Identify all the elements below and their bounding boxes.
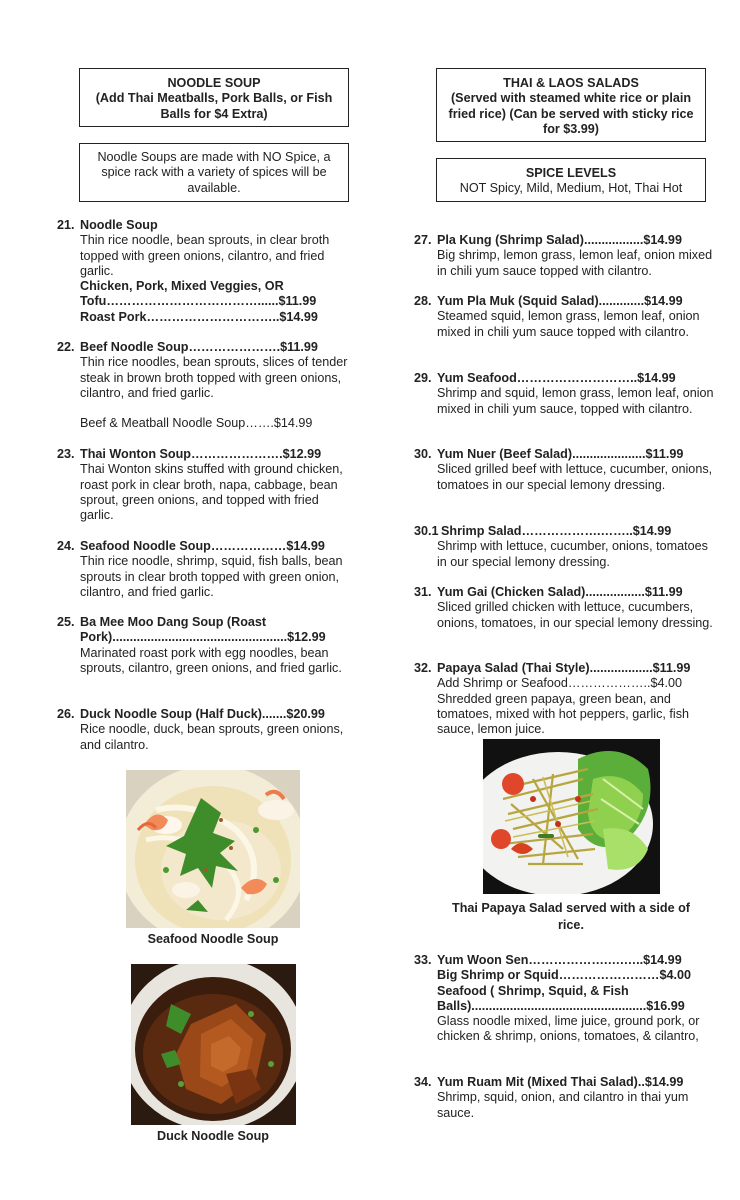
item-description: Rice noodle, duck, bean sprouts, green onions, and cilantro.	[80, 722, 344, 752]
menu-item-21	[57, 218, 352, 325]
item-option: Chicken, Pork, Mixed Veggies, OR	[80, 279, 284, 294]
salads-header	[436, 68, 706, 142]
item-number: 33.	[414, 953, 432, 967]
seafood-noodle-soup-photo	[126, 770, 300, 928]
item-option: Seafood ( Shrimp, Squid, & Fish	[437, 983, 629, 998]
item-number: 25.	[57, 615, 75, 629]
item-description: Thin rice noodles, bean sprouts, slices of tender steak in brown broth topped with green onions, cilantro, and fried garlic.	[80, 355, 348, 400]
item-name: Seafood Noodle Soup………………$14.99	[80, 539, 325, 553]
menu-item-30-1	[414, 524, 714, 570]
item-description: Sliced grilled chicken with lettuce, cucumbers, onions, tomatoes, in our special lemony dressing.	[437, 600, 713, 630]
item-option: Roast Pork…………………………..$14.99	[80, 309, 318, 324]
item-number: 29.	[414, 371, 432, 385]
item-description: Shrimp with lettuce, cucumber, onions, tomatoes in our special lemony dressing.	[437, 539, 708, 569]
item-description: Thai Wonton skins stuffed with ground chicken, roast pork in clear broth, napa, cabbage, bean sprout, green onions, and topped with fried garlic.	[80, 462, 343, 523]
noodle-soup-subtitle: (Add Thai Meatballs, Pork Balls, or Fish Balls for $4 Extra)	[95, 91, 333, 121]
item-name: Shrimp Salad……………….……..$14.99	[441, 524, 672, 538]
item-number: 32.	[414, 661, 432, 675]
noodle-soup-note	[79, 143, 349, 202]
item-number: 34.	[414, 1075, 432, 1089]
item-name: Ba Mee Moo Dang Soup (Roast	[80, 615, 267, 629]
menu-item-30	[414, 447, 714, 493]
item-option: Big Shrimp or Squid……………………$4.00	[437, 968, 692, 983]
item-description: Big shrimp, lemon grass, lemon leaf, onion mixed in chili yum sauce topped with cilantro.	[437, 248, 713, 278]
item-option: Balls)..................................................$16.99	[437, 998, 685, 1013]
seafood-noodle-soup-caption: Seafood Noodle Soup	[147, 932, 279, 946]
item-number: 27.	[414, 233, 432, 247]
item-number: 30.	[414, 447, 432, 461]
salads-subtitle: (Served with steamed white rice or plain fried rice) (Can be served with sticky rice for $3.99)	[448, 91, 694, 136]
menu-item-29	[414, 371, 714, 417]
spice-levels-list: NOT Spicy, Mild, Medium, Hot, Thai Hot	[459, 181, 683, 196]
menu-item-33	[414, 953, 714, 1045]
item-number: 24.	[57, 539, 75, 553]
salads-title: THAI & LAOS SALADS	[503, 76, 639, 90]
spice-levels-box	[436, 158, 706, 202]
item-name: Yum Seafood………………………..$14.99	[437, 371, 676, 385]
spice-levels-title: SPICE LEVELS	[525, 166, 617, 180]
item-number: 21.	[57, 218, 75, 232]
menu-item-28	[414, 294, 714, 340]
item-name: Yum Nuer (Beef Salad).....................$11.99	[437, 447, 684, 461]
item-option: Tofu………………………………......$11.99	[80, 294, 317, 309]
papaya-salad-caption: Thai Papaya Salad served with a side of rice.	[452, 901, 690, 932]
menu-item-34	[414, 1075, 714, 1121]
item-description: Shrimp, squid, onion, and cilantro in thai yum sauce.	[437, 1090, 689, 1120]
menu-item-27	[414, 233, 714, 279]
item-description: Glass noodle mixed, lime juice, ground pork, or chicken & shrimp, onions, tomatoes, & cilantro,	[437, 1014, 700, 1044]
item-description: Steamed squid, lemon grass, lemon leaf, onion mixed in chili yum sauce topped with cilantro.	[437, 309, 700, 339]
item-name: Thai Wonton Soup………………….$12.99	[80, 447, 322, 461]
menu-item-31	[414, 585, 714, 631]
noodle-soup-note-text: Noodle Soups are made with NO Spice, a spice rack with a variety of spices will be available.	[97, 150, 331, 195]
papaya-salad-photo-icon	[483, 739, 660, 894]
item-name: Papaya Salad (Thai Style)..................$11.99	[437, 661, 691, 675]
item-name: Duck Noodle Soup (Half Duck).......$20.99	[80, 707, 325, 721]
duck-noodle-soup-photo	[131, 964, 296, 1125]
menu-item-26	[57, 707, 352, 753]
item-description: Sliced grilled beef with lettuce, cucumber, onions, tomatoes in our special lemony dressing.	[437, 462, 713, 492]
menu-item-23	[57, 447, 352, 523]
menu-item-25	[57, 615, 352, 676]
item-number: 22.	[57, 340, 75, 354]
papaya-salad-photo	[483, 739, 660, 894]
duck-noodle-soup-photo-icon	[131, 964, 296, 1125]
item-description: Shrimp and squid, lemon grass, lemon leaf, onion mixed in chili yum sauce, topped with cilantro.	[437, 386, 714, 416]
item-name: Pla Kung (Shrimp Salad).................$14.99	[437, 233, 682, 247]
item-number: 28.	[414, 294, 432, 308]
item-name-continued: Pork)..................................................$12.99	[80, 630, 326, 645]
item-extra-option: Beef & Meatball Noodle Soup…….$14.99	[80, 416, 313, 431]
item-description: Thin rice noodle, bean sprouts, in clear broth topped with green onions, cilantro, and fried garlic.	[80, 233, 330, 278]
item-number: 26.	[57, 707, 75, 721]
item-name: Yum Pla Muk (Squid Salad).............$14.99	[437, 294, 683, 308]
noodle-soup-header	[79, 68, 349, 127]
duck-noodle-soup-caption: Duck Noodle Soup	[157, 1129, 269, 1143]
item-extra-option: Add Shrimp or Seafood………………..$4.00	[437, 676, 682, 691]
seafood-noodle-soup-photo-icon	[126, 770, 300, 928]
menu-item-32	[414, 661, 714, 737]
item-number: 23.	[57, 447, 75, 461]
menu-item-22	[57, 340, 352, 431]
menu-item-24	[57, 539, 352, 600]
noodle-soup-title: NOODLE SOUP	[167, 76, 261, 90]
item-description: Shredded green papaya, green bean, and tomatoes, mixed with hot peppers, garlic, fish sauce, lemon juice.	[437, 691, 689, 737]
item-number: 30.1	[414, 524, 439, 538]
item-name: Beef Noodle Soup………………….$11.99	[80, 340, 318, 354]
item-name: Yum Gai (Chicken Salad).................$11.99	[437, 585, 683, 599]
item-name: Yum Ruam Mit (Mixed Thai Salad)..$14.99	[437, 1075, 684, 1089]
item-description: Thin rice noodle, shrimp, squid, fish balls, bean sprouts in clear broth topped with green onion, cilantro, and fried garlic.	[80, 554, 343, 599]
item-number: 31.	[414, 585, 432, 599]
item-description: Marinated roast pork with egg noodles, bean sprouts, cilantro, green onions, and fried garlic.	[80, 645, 342, 675]
item-name: Noodle Soup	[80, 218, 158, 232]
item-name: Yum Woon Sen……………….….…..$14.99	[437, 953, 682, 967]
